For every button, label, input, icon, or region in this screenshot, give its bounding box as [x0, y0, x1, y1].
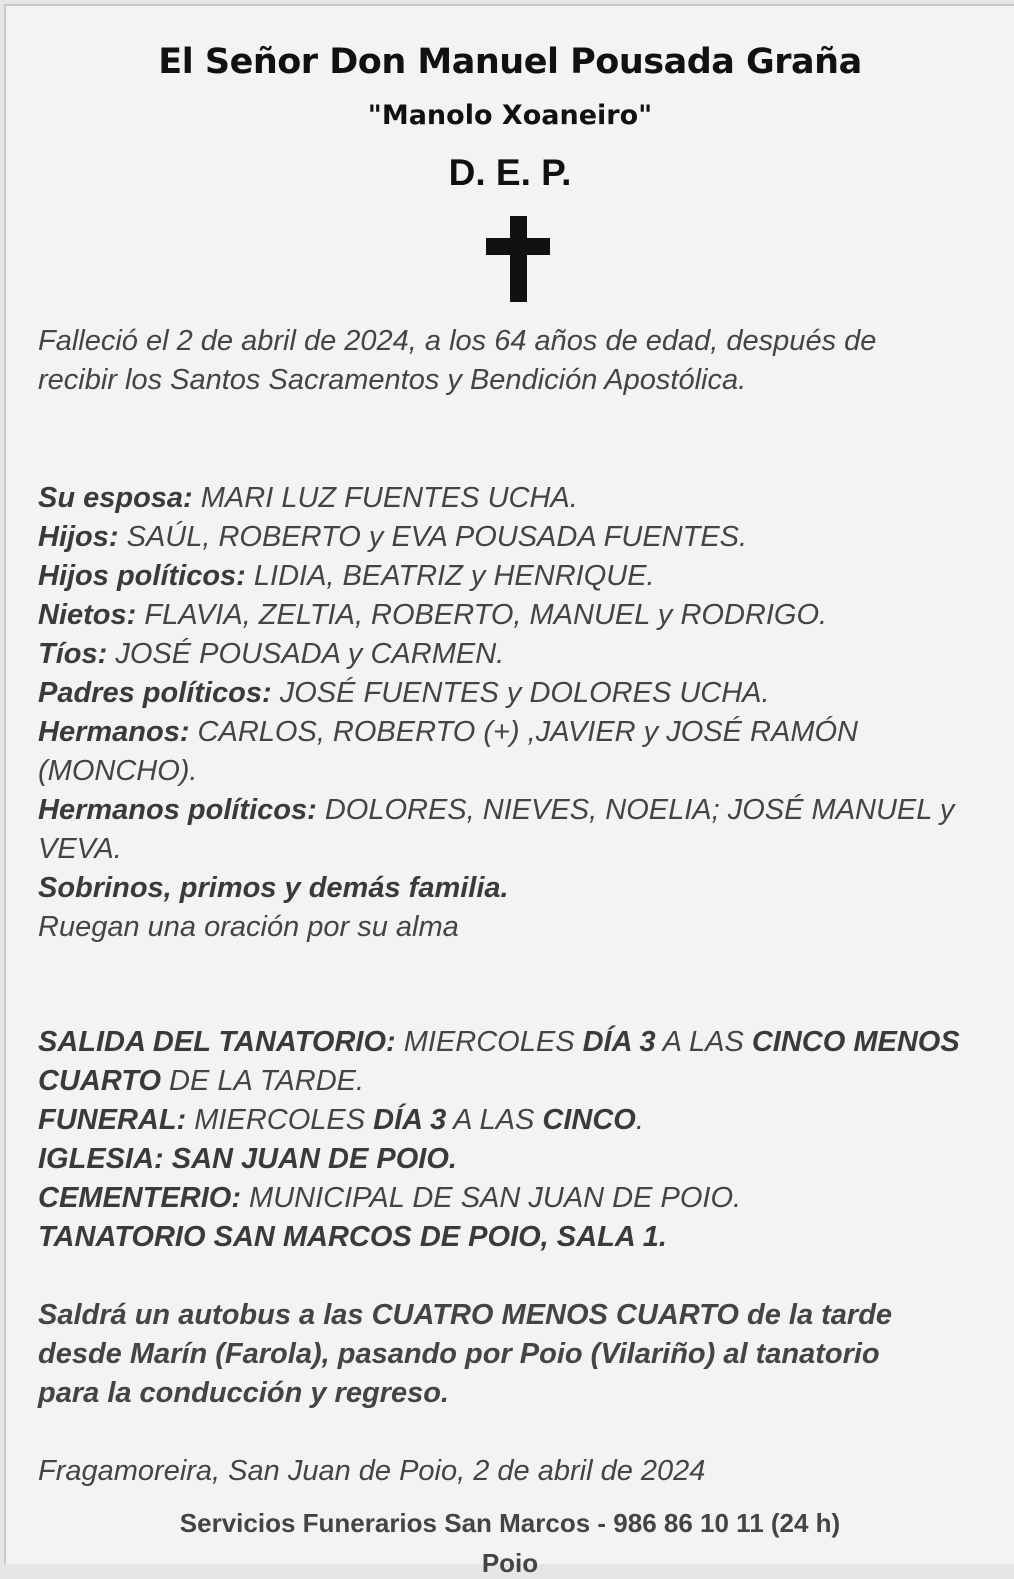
family-label: Hijos políticos:: [38, 560, 246, 592]
family-item-siblings-in-law: [38, 791, 1008, 869]
family-label: Tíos:: [38, 638, 108, 670]
family-relatives: Sobrinos, primos y demás familia.: [38, 872, 509, 904]
cross-icon: [486, 216, 550, 302]
deceased-name: El Señor Don Manuel Pousada Graña: [158, 42, 862, 82]
intro-line: Falleció el 2 de abril de 2024, a los 64 años de edad, después de: [38, 325, 877, 357]
prayer-request: Ruegan una oración por su alma: [38, 911, 459, 943]
family-label: Hermanos políticos:: [38, 794, 317, 826]
family-label: Padres políticos:: [38, 677, 272, 709]
family-value: JOSÉ FUENTES y DOLORES UCHA.: [271, 677, 770, 709]
schedule-funeral-home: TANATORIO SAN MARCOS DE POIO, SALA 1.: [38, 1221, 667, 1253]
family-label: Hijos:: [38, 521, 119, 553]
bus-line: desde Marín (Farola), pasando por Poio (Vilariño) al tanatorio: [38, 1338, 880, 1370]
family-value: FLAVIA, ZELTIA, ROBERTO, MANUEL y RODRIGO.: [136, 599, 828, 631]
schedule-cemetery: CEMENTERIO: MUNICIPAL DE SAN JUAN DE POIO.: [38, 1182, 742, 1214]
obituary-card: [4, 4, 1014, 1578]
funeral-service-location: Poio: [481, 1548, 539, 1578]
deceased-nickname: "Manolo Xoaneiro": [367, 100, 653, 131]
family-item-children: [38, 518, 1008, 557]
family-value: MARI LUZ FUENTES UCHA.: [192, 482, 578, 514]
bus-line: Saldrá un autobus a las CUATRO MENOS CUARTO de la tarde: [38, 1299, 893, 1331]
funeral-service-contact: Servicios Funerarios San Marcos - 986 86 10 11 (24 h): [179, 1508, 841, 1538]
family-item-parents-in-law: [38, 674, 1008, 713]
bus-line: para la conducción y regreso.: [38, 1377, 449, 1409]
family-value: SAÚL, ROBERTO y EVA POUSADA FUENTES.: [118, 521, 748, 553]
family-label: Nietos:: [38, 599, 137, 631]
family-item-siblings: [38, 713, 1008, 791]
family-item-grandchildren: [38, 596, 1008, 635]
family-value: JOSÉ POUSADA y CARMEN.: [107, 638, 505, 670]
family-list: [38, 479, 1008, 947]
service-schedule: [38, 1023, 1008, 1257]
family-value: DOLORES, NIEVES, NOELIA; JOSÉ MANUEL y VEVA.: [38, 794, 955, 865]
intro-line: recibir los Santos Sacramentos y Bendición Apostólica.: [38, 364, 747, 396]
place-date: Fragamoreira, San Juan de Poio, 2 de abril de 2024: [38, 1455, 706, 1487]
family-label: Hermanos:: [38, 716, 190, 748]
family-item-wife: [38, 479, 1008, 518]
family-item-uncles: [38, 635, 1008, 674]
family-item-children-in-law: [38, 557, 1008, 596]
family-value: CARLOS, ROBERTO (+) ,JAVIER y JOSÉ RAMÓN (MONCHO).: [38, 716, 858, 787]
bus-notice: [38, 1296, 1008, 1413]
schedule-funeral: FUNERAL: MIERCOLES DÍA 3 A LAS CINCO.: [38, 1104, 644, 1136]
family-value: LIDIA, BEATRIZ y HENRIQUE.: [245, 560, 655, 592]
family-label: Su esposa:: [38, 482, 193, 514]
schedule-departure: SALIDA DEL TANATORIO: MIERCOLES DÍA 3 A LAS CINCO MENOS CUARTO DE LA TARDE.: [38, 1026, 960, 1097]
death-notice-paragraph: [38, 322, 1008, 400]
schedule-church: IGLESIA: SAN JUAN DE POIO.: [38, 1143, 457, 1175]
dep-heading: D. E. P.: [448, 152, 572, 193]
